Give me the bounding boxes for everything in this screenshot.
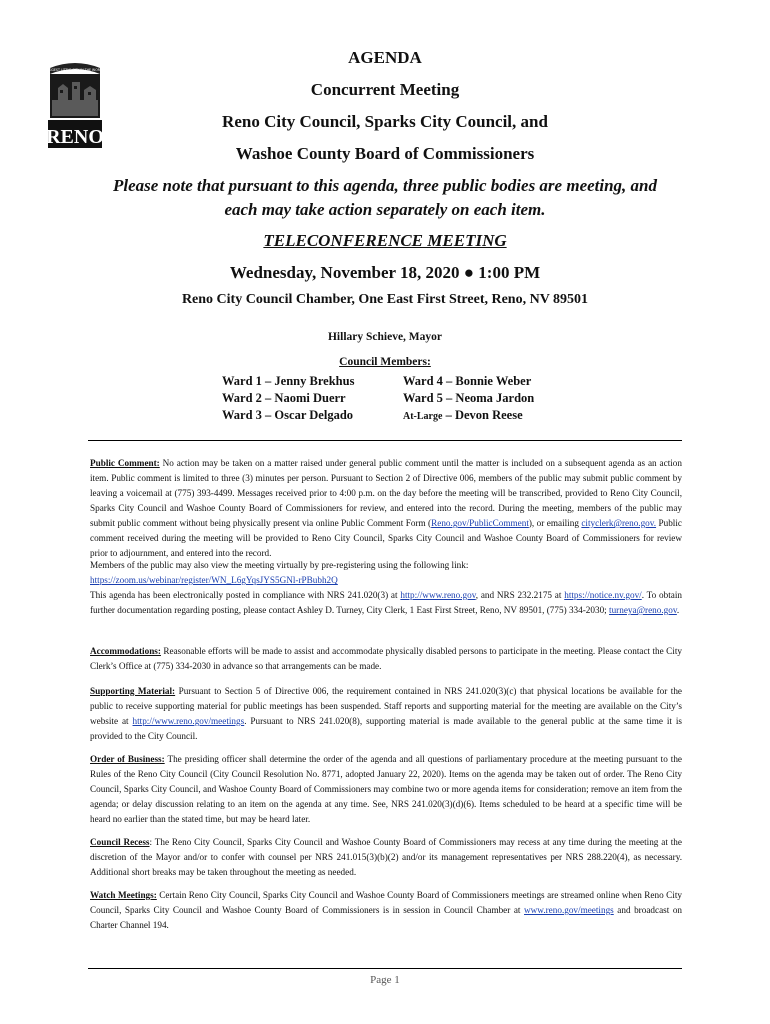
virtual-viewing-section: [90, 558, 682, 618]
top-divider: [88, 440, 682, 441]
watch-meetings-link[interactable]: www.reno.gov/meetings: [524, 905, 614, 915]
meeting-location: Reno City Council Chamber, One East First Street, Reno, NV 89501: [181, 292, 589, 307]
public-comment-text: No action may be taken on a matter raised under general public comment until the matter is included on a subsequent agenda as an action item. Public comment is limited to three (3) minutes per person. Pursuant to Section 2 of Directive 006, members of the public may submit public comment by leaving a voicemail at (775) 393-4499. Messages received prior to 4:00 p.m. on the day before the meeting will be transcribed, provided to Reno City Council, Sparks City Council and Washoe County Board of Commissioners for review, and entered into the record. During the meeting, members of the public may submit public comment without being physically present via online Public Comment Form (: [90, 458, 682, 528]
council-members-left: [222, 373, 354, 424]
posting-text-2: , and NRS 232.2175 at: [475, 590, 565, 600]
teleconference-heading: TELECONFERENCE MEETING: [263, 231, 507, 250]
accommodations-section: [90, 644, 682, 674]
public-bodies-line1: Reno City Council, Sparks City Council, and: [222, 112, 548, 131]
watch-meetings-text: Certain Reno City Council, Sparks City Council and Washoe County Board of Commissioners meetings are streamed online when Reno City Council, Sparks City Council and Washoe County Board of Commissioners is in session in Council Chamber at: [90, 890, 682, 915]
accommodations-text: Reasonable efforts will be made to assist and accommodate physically disabled persons to participate in the meeting. Please contact the City Clerk’s Office at (775) 334-2030 in advance so that arrangements can be made.: [90, 646, 682, 671]
council-recess-text: : The Reno City Council, Sparks City Council and Washoe County Board of Commissioners may recess at any time during the meeting at the discretion of the Mayor and/or to confer with counsel per NRS 241.015(3)(b)(2) and/or its management representatives per NRS 288.220(4), as necessary. Additional short breaks may be taken throughout the meeting as needed.: [90, 837, 682, 877]
reno-gov-link[interactable]: http://www.reno.gov: [400, 590, 476, 600]
public-comment-label: Public Comment:: [90, 458, 160, 468]
supporting-material-section: [90, 684, 682, 744]
order-of-business-text: The presiding officer shall determine the order of the agenda and all questions of parliamentary procedure at the meeting pursuant to the Rules of the Reno City Council (City Council Resolution No. 8771, adopted January 22, 2020). Items on the agenda may be taken out of order. The Reno City Council, Sparks City Council, and Washoe County Board of Commissioners may combine two or more agenda items for consideration; remove an item from the agenda; or delay discussion relating to an item on the agenda at any time. See, NRS 241.020(3)(d)(6). Items scheduled to be heard at a specific time will be heard no earlier than the stated time, but may be heard later.: [90, 754, 682, 824]
at-large-name: – Devon Reese: [442, 408, 523, 422]
public-comment-section: [90, 456, 682, 561]
watch-meetings-text-2: and broadcast on Charter Channel 194.: [90, 905, 683, 930]
pursuant-note-line1: Please note that pursuant to this agenda, three public bodies are meeting, and: [112, 176, 658, 195]
public-bodies-line2: Washoe County Board of Commissioners: [235, 144, 535, 163]
posting-text-4: .: [676, 605, 680, 615]
member-ward-2: Ward 2 – Naomi Duerr: [222, 391, 346, 405]
council-recess-section: [90, 835, 682, 880]
supporting-material-text: Pursuant to Section 5 of Directive 006, the requirement contained in NRS 241.020(3)(c) that physical locations be available for the public to receive supporting material for public meetings has been suspended. Staff reports and supporting material for the meeting are available on the City’s website at: [90, 686, 682, 726]
turneya-email-link[interactable]: turneya@reno.gov: [609, 605, 677, 615]
member-ward-3: Ward 3 – Oscar Delgado: [222, 408, 354, 422]
meeting-datetime: Wednesday, November 18, 2020 ● 1:00 PM: [229, 263, 541, 282]
logo-banner-text: BIGGEST LITTLE CITY IN THE WORLD: [45, 68, 105, 72]
footer-divider: [88, 968, 682, 969]
reno-meetings-link[interactable]: http://www.reno.gov/meetings: [132, 716, 245, 726]
member-at-large: [403, 407, 534, 425]
reno-city-logo: [46, 60, 104, 150]
notice-nv-link[interactable]: https://notice.nv.gov/: [564, 590, 642, 600]
member-ward-4: Ward 4 – Bonnie Weber: [403, 374, 532, 388]
public-comment-text-3: Public comment received during the meeting will be provided to Reno City Council, Sparks City Council and Washoe County Board of Commissioners for review prior to adjournment, and entered into the record.: [90, 518, 682, 558]
meeting-type: Concurrent Meeting: [310, 80, 460, 99]
accommodations-label: Accommodations:: [90, 646, 161, 656]
supporting-material-label: Supporting Material:: [90, 686, 176, 696]
order-of-business-label: Order of Business:: [90, 754, 165, 764]
member-ward-1: Ward 1 – Jenny Brekhus: [222, 374, 355, 388]
logo-city-text: RENO: [46, 126, 104, 148]
public-comment-form-link[interactable]: Reno.gov/PublicComment: [431, 518, 529, 528]
pursuant-note-line2: each may take action separately on each item.: [224, 200, 546, 219]
agenda-title: AGENDA: [348, 48, 422, 67]
logo-seal-text: CITY OF: [45, 94, 50, 110]
zoom-registration-link[interactable]: https://zoom.us/webinar/register/WN_L6gYqsJYS5GNl-rPBubh2Q: [90, 575, 338, 585]
order-of-business-section: [90, 752, 682, 827]
watch-meetings-label: Watch Meetings:: [90, 890, 157, 900]
cityclerk-email-link[interactable]: cityclerk@reno.gov.: [581, 518, 657, 528]
council-recess-label: Council Recess: [90, 837, 150, 847]
page-number: Page 1: [370, 974, 400, 986]
virtual-text: Members of the public may also view the meeting virtually by pre-registering using the following link:: [90, 560, 469, 570]
council-members-heading: Council Members:: [339, 356, 431, 368]
supporting-material-text-2: . Pursuant to NRS 241.020(8), supporting material is made available to the general public at the same time it is provided to the City Council.: [90, 716, 682, 741]
member-ward-5: Ward 5 – Neoma Jardon: [403, 391, 535, 405]
at-large-label: At-Large: [403, 411, 443, 422]
watch-meetings-section: [90, 888, 682, 933]
mayor-name: Hillary Schieve, Mayor: [327, 331, 443, 343]
posting-text: This agenda has been electronically posted in compliance with NRS 241.020(3) at: [90, 590, 401, 600]
public-comment-text-2: ), or emailing: [528, 518, 582, 528]
posting-text-3: . To obtain further documentation regarding posting, please contact Ashley D. Turney, City Clerk, 1 East First Street, Reno, NV 89501, (775) 334-2030;: [90, 590, 682, 615]
council-members-right: [403, 373, 534, 425]
